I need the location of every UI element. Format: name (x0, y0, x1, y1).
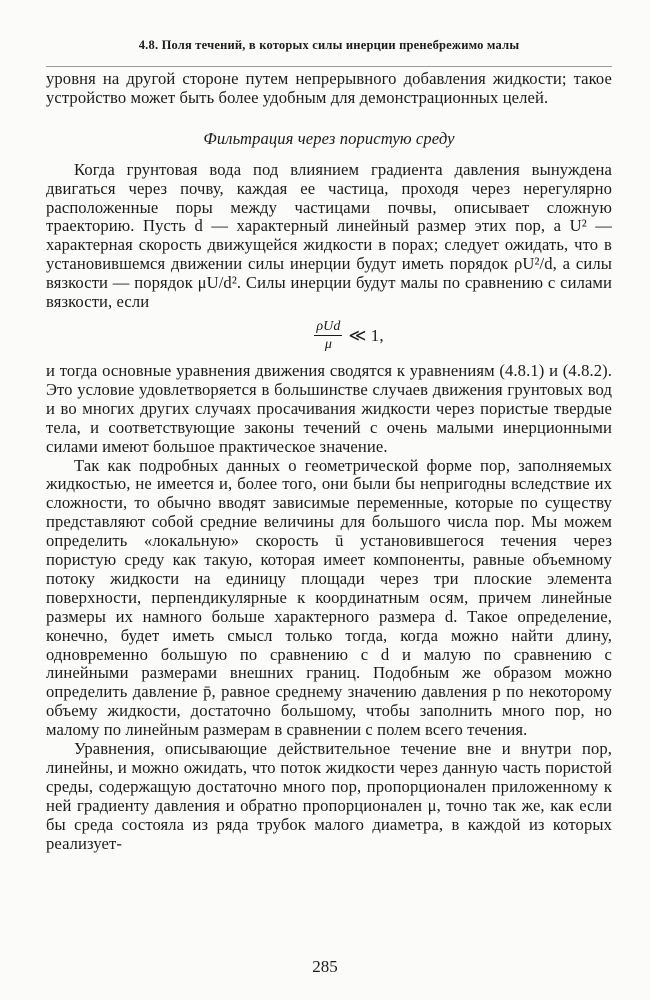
paragraph-linearity: Уравнения, описывающие действительное течение вне и внутри пор, линейны, и можно ожидать, что поток жидкости через данную часть пористой среды, содержащую достаточно много пор, пропорционален приложенному к ней градиенту давления и обратно пропорционален μ, точно так же, как если бы среда состояла из ряда трубок малого диаметра, в каждой из которых реализует- (46, 739, 612, 853)
formula-denominator: μ (324, 337, 332, 353)
header-rule (46, 66, 612, 67)
formula-fraction (314, 319, 342, 352)
paragraph-continuation: уровня на другой стороне путем непрерывного добавления жидкости; такое устройство может быть более удобным для демонстрационных целей. (46, 69, 612, 107)
paragraph-averaging: Так как подробных данных о геометрической форме пор, заполняемых жидкостью, не имеется и, более того, они были бы непригодны вследствие их сложности, то обычно вводят зависимые переменные, которые по существу представляют собой средние величины для большого числа пор. Мы можем определить «локальную» скорость ū установившегося течения через пористую среду как такую, которая имеет компоненты, равные объемному потоку жидкости на единицу площади через три плоские элемента поверхности, перпендикулярные к координатным осям, причем линейные размеры их намного больше характерного размера d. Такое определение, конечно, будет иметь смысл только тогда, когда можно найти длину, одновременно большую по сравнению с d и малую по сравнению с линейными размерами внешних границ. Подобным же образом можно определить давление p̄, равное среднему значению давления p по некоторому объему жидкости, достаточно большому, чтобы заполнить много пор, но малому по линейным размерам в сравнении с полем всего течения. (46, 455, 612, 740)
paragraph-equations: и тогда основные уравнения движения сводятся к уравнениям (4.8.1) и (4.8.2). Это условие удовлетворяется в большинстве случаев движения грунтовых вод и во многих других случаях просачивания жидкости через пористые твердые тела, и соответствующие законы течений с очень малыми инерционными силами имеют большое практическое значение. (46, 360, 612, 456)
running-head: 4.8. Поля течений, в которых силы инерции пренебрежимо малы (138, 38, 520, 52)
paragraph-groundwater: Когда грунтовая вода под влиянием градиента давления вынуждена двигаться через почву, каждая ее частица, проходя через нерегулярно расположенные поры между частицами почвы, описывает сложную траекторию. Пусть d — характерный линейный размер этих пор, а U² — характерная скорость движущейся жидкости в порах; следует ожидать, что в установившемся движении силы инерции будут иметь порядок ρU²/d, а силы вязкости — порядок μU/d². Силы инерции будут малы по сравнению с силами вязкости, если (46, 159, 612, 312)
formula-numerator: ρUd (316, 319, 341, 335)
formula-relation: ≪ 1, (348, 325, 384, 345)
page-number: 285 (312, 957, 338, 976)
page-body (46, 70, 612, 854)
inequality-formula (46, 318, 612, 354)
section-title: Фильтрация через пористую среду (203, 128, 455, 148)
